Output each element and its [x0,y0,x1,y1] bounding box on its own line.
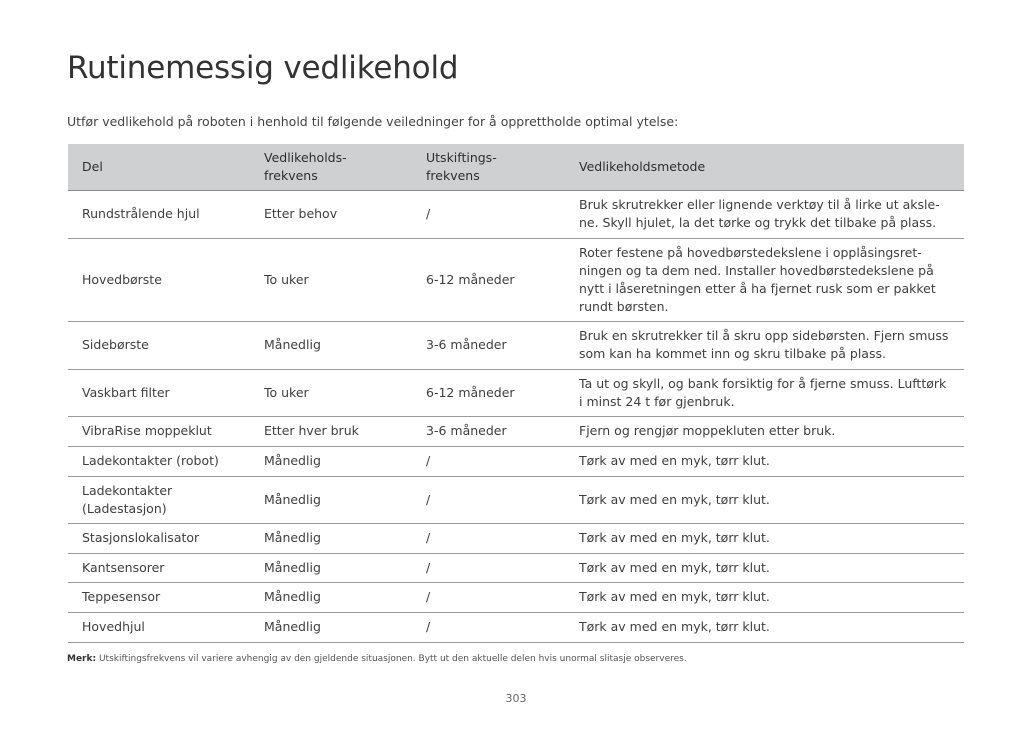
page-title: Rutinemessig vedlikehold [67,50,459,86]
cell-part: Teppesensor [68,582,264,612]
cell-maintenance-frequency: Månedlig [264,476,426,523]
cell-maintenance-frequency: Månedlig [264,582,426,612]
cell-part: Hovedbørste [68,238,264,321]
cell-method: Tørk av med en myk, tørr klut. [579,476,964,523]
cell-maintenance-frequency: To uker [264,369,426,416]
table-row [68,553,964,582]
cell-part: Sidebørste [68,321,264,369]
cell-replacement-frequency: / [426,190,579,238]
table-row [68,446,964,476]
table-row [68,523,964,553]
cell-method: Tørk av med en myk, tørr klut. [579,612,964,642]
table-row [68,416,964,446]
header-maintenance-frequency: Vedlikeholds- frekvens [264,144,426,190]
header-part: Del [68,144,264,190]
footnote [67,654,687,664]
cell-method: Ta ut og skyll, og bank forsiktig for å fjerne smuss. Lufttørk i minst 24 t før gjenbruk. [579,369,964,416]
cell-maintenance-frequency: Månedlig [264,553,426,582]
cell-part: Rundstrålende hjul [68,190,264,238]
cell-replacement-frequency: / [426,446,579,476]
cell-replacement-frequency: / [426,582,579,612]
table-row [68,321,964,369]
cell-maintenance-frequency: Månedlig [264,446,426,476]
cell-part: Vaskbart filter [68,369,264,416]
cell-replacement-frequency: 3-6 måneder [426,321,579,369]
cell-maintenance-frequency: Månedlig [264,523,426,553]
cell-maintenance-frequency: To uker [264,238,426,321]
cell-part: Ladekontakter (robot) [68,446,264,476]
table-row [68,582,964,612]
table-row [68,612,964,642]
cell-maintenance-frequency: Månedlig [264,612,426,642]
cell-replacement-frequency: / [426,612,579,642]
intro-text: Utfør vedlikehold på roboten i henhold til følgende veiledninger for å opprettholde optimal ytelse: [67,114,679,129]
header-replacement-frequency: Utskiftings- frekvens [426,144,579,190]
page-number: 303 [505,692,527,705]
footnote-label: Merk: [67,654,97,664]
table-row [68,238,964,321]
cell-method: Tørk av med en myk, tørr klut. [579,446,964,476]
table-header-row [68,144,964,190]
cell-part: Stasjonslokalisator [68,523,264,553]
cell-part: Hovedhjul [68,612,264,642]
cell-replacement-frequency: 3-6 måneder [426,416,579,446]
cell-method: Fjern og rengjør moppekluten etter bruk. [579,416,964,446]
table-row [68,369,964,416]
cell-maintenance-frequency: Etter hver bruk [264,416,426,446]
cell-method: Roter festene på hovedbørstedekslene i opplåsingsret-ningen og ta dem ned. Installer hovedbørstedekslene på nytt i låseretningen etter å ha fjernet rusk som er pakket rundt børsten. [579,238,964,321]
cell-replacement-frequency: 6-12 måneder [426,238,579,321]
cell-part: Ladekontakter (Ladestasjon) [68,476,264,523]
cell-maintenance-frequency: Månedlig [264,321,426,369]
cell-replacement-frequency: / [426,476,579,523]
footnote-text: Utskiftingsfrekvens vil variere avhengig av den gjeldende situasjonen. Bytt ut den aktuelle delen hvis unormal slitasje observeres. [96,654,687,664]
maintenance-table [68,144,964,643]
cell-method: Tørk av med en myk, tørr klut. [579,523,964,553]
cell-maintenance-frequency: Etter behov [264,190,426,238]
cell-method: Tørk av med en myk, tørr klut. [579,582,964,612]
table-row [68,476,964,523]
cell-method: Tørk av med en myk, tørr klut. [579,553,964,582]
table-row [68,190,964,238]
cell-replacement-frequency: / [426,523,579,553]
cell-part: VibraRise moppeklut [68,416,264,446]
cell-method: Bruk en skrutrekker til å skru opp sidebørsten. Fjern smuss som kan ha kommet inn og skru tilbake på plass. [579,321,964,369]
cell-replacement-frequency: 6-12 måneder [426,369,579,416]
cell-part: Kantsensorer [68,553,264,582]
header-maintenance-method: Vedlikeholdsmetode [579,144,964,190]
cell-replacement-frequency: / [426,553,579,582]
cell-method: Bruk skrutrekker eller lignende verktøy til å lirke ut aksle-ne. Skyll hjulet, la det tørke og trykk det tilbake på plass. [579,190,964,238]
